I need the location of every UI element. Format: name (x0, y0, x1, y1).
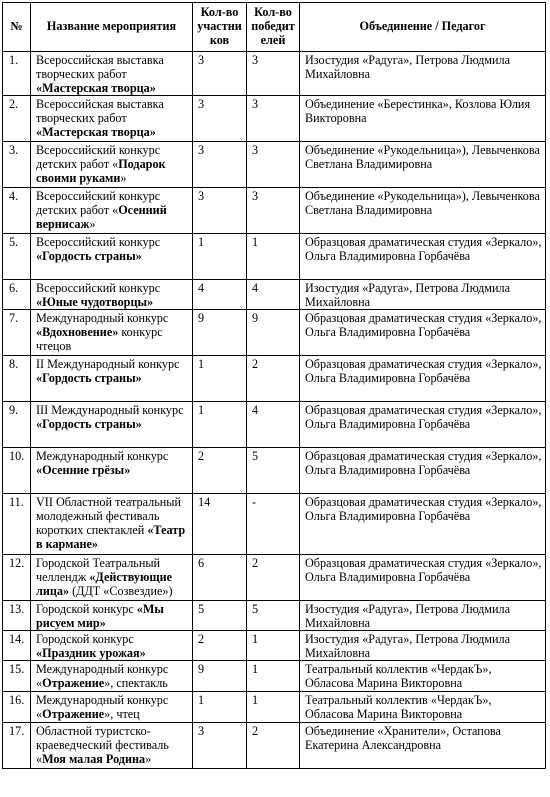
organization-teacher: Изостудия «Радуга», Петрова Людмила Михайловна (300, 52, 546, 96)
event-title: Отражение (42, 707, 105, 721)
table-row (3, 494, 546, 555)
table-row (3, 188, 546, 234)
event-title: «Гордость страны» (36, 249, 142, 263)
event-title: Осенний вернисаж (36, 203, 167, 231)
row-number: 10. (3, 448, 31, 494)
table-row (3, 280, 546, 310)
row-number: 3. (3, 142, 31, 188)
participants-count: 2 (193, 631, 247, 661)
row-number: 8. (3, 356, 31, 402)
organization-teacher: Театральный коллектив «ЧердакЪ», Обласова Марина Викторовна (300, 692, 546, 723)
participants-count: 3 (193, 188, 247, 234)
event-name-text: Международный конкурс (36, 311, 169, 325)
winners-count: 1 (247, 234, 300, 280)
table-row (3, 692, 546, 723)
event-title: «Гордость страны» (36, 371, 142, 385)
event-name (31, 555, 193, 601)
event-name-text: Городской Театральный челлендж (36, 556, 161, 584)
winners-count: 1 (247, 631, 300, 661)
row-number: 12. (3, 555, 31, 601)
events-table (2, 2, 546, 769)
row-number: 5. (3, 234, 31, 280)
participants-count: 1 (193, 692, 247, 723)
organization-teacher: Образцовая драматическая студия «Зеркало», Ольга Владимировна Горбачёва (300, 310, 546, 356)
table-body (3, 52, 546, 769)
event-title: «Вдохновение» (36, 325, 119, 339)
organization-teacher: Объединение «Рукодельница»), Левыченкова Светлана Владимировна (300, 188, 546, 234)
row-number: 6. (3, 280, 31, 310)
event-name-text: Международный конкурс (36, 449, 169, 463)
event-name (31, 402, 193, 448)
event-name-text: Международный конкурс « (36, 662, 169, 690)
organization-teacher: Образцовая драматическая студия «Зеркало», Ольга Владимировна Горбачёва (300, 555, 546, 601)
event-name-text: Международный конкурс « (36, 693, 169, 721)
table-header (3, 3, 546, 52)
winners-count: 5 (247, 601, 300, 631)
event-name (31, 188, 193, 234)
header-org: Объединение / Педагог (300, 3, 546, 52)
winners-count: 1 (247, 692, 300, 723)
event-title: «Праздник урожая» (36, 646, 146, 660)
organization-teacher: Образцовая драматическая студия «Зеркало», Ольга Владимировна Горбачёва (300, 356, 546, 402)
row-number: 14. (3, 631, 31, 661)
winners-count: - (247, 494, 300, 555)
event-name (31, 142, 193, 188)
participants-count: 3 (193, 96, 247, 142)
row-number: 13. (3, 601, 31, 631)
row-number: 7. (3, 310, 31, 356)
event-name-suffix: », чтец (104, 707, 140, 721)
organization-teacher: Изостудия «Радуга», Петрова Людмила Михайловна (300, 631, 546, 661)
event-name (31, 310, 193, 356)
table-row (3, 356, 546, 402)
row-number: 16. (3, 692, 31, 723)
event-name-suffix: », спектакль (104, 676, 168, 690)
event-name-text: Городской конкурс (36, 632, 134, 646)
participants-count: 6 (193, 555, 247, 601)
event-name-text: Городской конкурс (36, 602, 137, 616)
winners-count: 1 (247, 661, 300, 692)
table-row (3, 448, 546, 494)
row-number: 9. (3, 402, 31, 448)
participants-count: 1 (193, 234, 247, 280)
table-row (3, 142, 546, 188)
participants-count: 14 (193, 494, 247, 555)
event-name (31, 448, 193, 494)
header-name: Название мероприятия (31, 3, 193, 52)
winners-count: 3 (247, 188, 300, 234)
event-name (31, 723, 193, 769)
participants-count: 3 (193, 723, 247, 769)
event-title: Отражение (42, 676, 105, 690)
organization-teacher: Объединение «Рукодельница»), Левыченкова Светлана Владимировна (300, 142, 546, 188)
winners-count: 4 (247, 402, 300, 448)
organization-teacher: Изостудия «Радуга», Петрова Людмила Михайловна (300, 601, 546, 631)
participants-count: 4 (193, 280, 247, 310)
row-number: 2. (3, 96, 31, 142)
event-name-text: III Международный конкурс (36, 403, 184, 417)
table-row (3, 661, 546, 692)
table-row (3, 96, 546, 142)
event-name-text: Всероссийский конкурс (36, 235, 161, 249)
event-name-suffix: » (145, 752, 152, 766)
winners-count: 4 (247, 280, 300, 310)
event-name (31, 661, 193, 692)
event-name-text: VII Областной театральный молодежный фестиваль коротких спектаклей (36, 495, 182, 537)
table-row (3, 52, 546, 96)
event-title: «Театр в кармане» (36, 523, 186, 551)
event-name-text: Всероссийский конкурс (36, 281, 161, 295)
winners-count: 9 (247, 310, 300, 356)
participants-count: 3 (193, 52, 247, 96)
event-name (31, 692, 193, 723)
event-name-text: Всероссийский конкурс детских работ « (36, 143, 161, 171)
event-name-text: II Международный конкурс (36, 357, 180, 371)
event-title: «Гордость страны» (36, 417, 142, 431)
event-title: «Мы рисуем мир» (36, 602, 164, 630)
event-title: «Мастерская творца» (36, 125, 156, 139)
winners-count: 5 (247, 448, 300, 494)
row-number: 17. (3, 723, 31, 769)
participants-count: 2 (193, 448, 247, 494)
row-number: 15. (3, 661, 31, 692)
participants-count: 3 (193, 142, 247, 188)
event-name (31, 280, 193, 310)
event-name-suffix: (ДДТ «Созвездие») (69, 584, 173, 598)
organization-teacher: Театральный коллектив «ЧердакЪ», Обласова Марина Викторовна (300, 661, 546, 692)
winners-count: 2 (247, 555, 300, 601)
organization-teacher: Образцовая драматическая студия «Зеркало», Ольга Владимировна Горбачёва (300, 402, 546, 448)
event-name-text: Всероссийский конкурс детских работ « (36, 189, 161, 217)
event-name (31, 96, 193, 142)
row-number: 11. (3, 494, 31, 555)
table-row (3, 601, 546, 631)
event-title: «Мастерская творца» (36, 81, 156, 95)
winners-count: 3 (247, 142, 300, 188)
organization-teacher: Объединение «Берестинка», Козлова Юлия Викторовна (300, 96, 546, 142)
participants-count: 9 (193, 661, 247, 692)
row-number: 1. (3, 52, 31, 96)
event-title: «Действующие лица» (36, 570, 173, 598)
organization-teacher: Образцовая драматическая студия «Зеркало», Ольга Владимировна Горбачёва (300, 494, 546, 555)
table-row (3, 234, 546, 280)
event-name (31, 356, 193, 402)
organization-teacher: Объединение «Хранители», Остапова Екатерина Александровна (300, 723, 546, 769)
header-num: № (3, 3, 31, 52)
row-number: 4. (3, 188, 31, 234)
table-row (3, 723, 546, 769)
organization-teacher: Образцовая драматическая студия «Зеркало», Ольга Владимировна Горбачёва (300, 234, 546, 280)
event-name-suffix: » (120, 171, 127, 185)
event-title: «Осенние грёзы» (36, 463, 131, 477)
winners-count: 2 (247, 356, 300, 402)
organization-teacher: Изостудия «Радуга», Петрова Людмила Михайловна (300, 280, 546, 310)
event-name-text: Областной туристско-краеведческий фестиваль « (36, 724, 169, 766)
event-name (31, 494, 193, 555)
participants-count: 5 (193, 601, 247, 631)
table-row (3, 310, 546, 356)
event-name (31, 601, 193, 631)
header-winners: Кол-во победителей (247, 3, 300, 52)
event-name-suffix: конкурс чтецов (36, 325, 163, 353)
table-row (3, 631, 546, 661)
event-name-text: Всероссийская выставка творческих работ (36, 53, 164, 81)
event-name-text: Всероссийская выставка творческих работ (36, 97, 164, 125)
table-row (3, 555, 546, 601)
table-row (3, 402, 546, 448)
event-title: Моя малая Родина (42, 752, 146, 766)
event-title: «Юные чудотворцы» (36, 295, 154, 309)
participants-count: 9 (193, 310, 247, 356)
event-name (31, 234, 193, 280)
event-name-suffix: » (89, 217, 96, 231)
winners-count: 3 (247, 96, 300, 142)
header-participants: Кол-во участников (193, 3, 247, 52)
organization-teacher: Образцовая драматическая студия «Зеркало», Ольга Владимировна Горбачёва (300, 448, 546, 494)
event-title: Подарок своими руками (36, 157, 166, 185)
event-name (31, 631, 193, 661)
participants-count: 1 (193, 356, 247, 402)
participants-count: 1 (193, 402, 247, 448)
event-name (31, 52, 193, 96)
winners-count: 3 (247, 52, 300, 96)
winners-count: 2 (247, 723, 300, 769)
